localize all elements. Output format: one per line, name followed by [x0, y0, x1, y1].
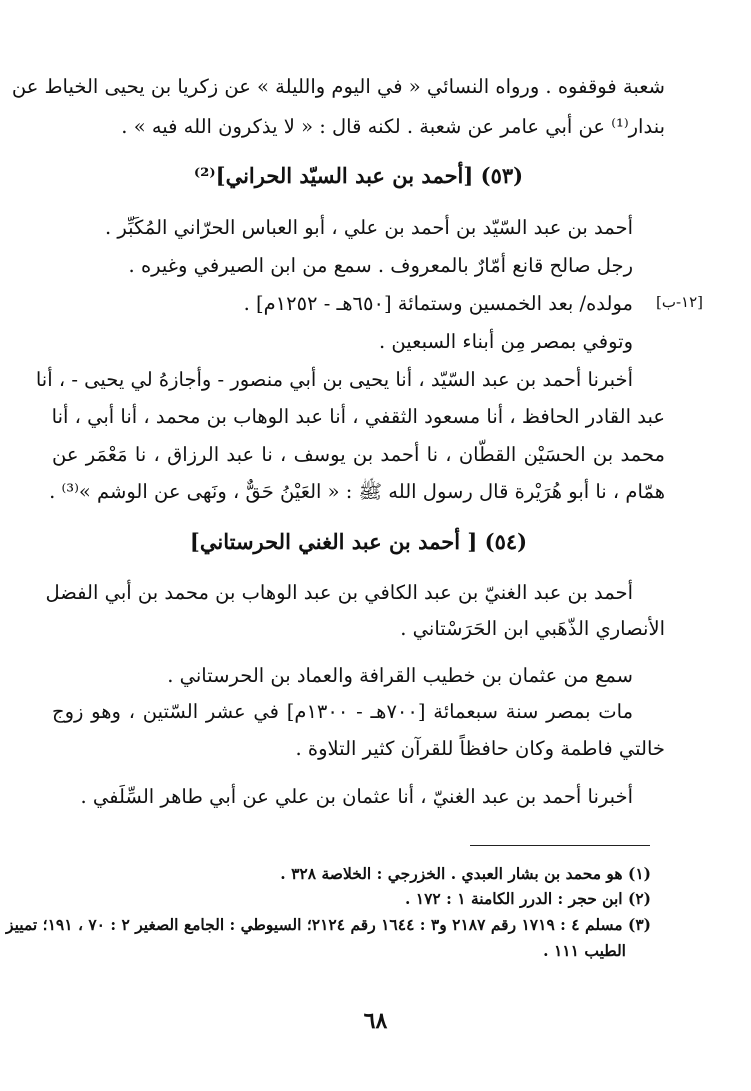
page-number: ٦٨: [363, 1008, 388, 1034]
manuscript-folio-marker: [١٢-ب]: [656, 293, 704, 311]
text-line: عبد القادر الحافظ ، أنا مسعود الثقفي ، أنا عبد الوهاب بن محمد ، أنا أبي ، أنا: [51, 405, 665, 428]
text-line: رجل صالح قانع أمّارٌ بالمعروف . سمع من ابن الصيرفي وغيره .: [128, 254, 633, 277]
footnote-3-continuation: الطيب ١١١ .: [543, 941, 626, 960]
entry-heading-53: (٥٣) [أحمد بن عبد السيّد الحراني]⁽²⁾: [193, 163, 524, 188]
text-line: أخبرنا أحمد بن عبد الغنيّ ، أنا عثمان بن علي عن أبي طاهر السِّلَفي .: [80, 785, 633, 808]
text-line: سمع من عثمان بن خطيب القرافة والعماد بن الحرستاني .: [167, 664, 633, 687]
footnote-3: (٣) مسلم ٤ : ١٧١٩ رقم ٢١٨٧ و٣ : ١٦٤٤ رقم ٢١٢٤؛ السيوطي : الجامع الصغير ٢ : ٧٠ ، ١٩١؛ تمييز: [6, 915, 651, 934]
footnote-2: (٢) ابن حجر : الدرر الكامنة ١ : ١٧٢ .: [404, 889, 651, 908]
text-line: أخبرنا أحمد بن عبد السّيّد ، أنا يحيى بن أبي منصور - وأجازهُ لي يحيى - ، أنا: [35, 368, 633, 391]
text-line: همّام ، نا أبو هُرَيْرة قال رسول الله ﷺ : « العَيْنُ حَقٌّ ، ونَهى عن الوشم »⁽³⁾ .: [49, 480, 665, 503]
text-line: أحمد بن عبد الغنيّ بن عبد الكافي بن عبد الوهاب بن محمد بن أبي الفضل: [45, 581, 633, 604]
text-line: خالتي فاطمة وكان حافظاً للقرآن كثير التلاوة .: [295, 737, 665, 760]
text-line: وتوفي بمصر مِن أبناء السبعين .: [379, 330, 633, 353]
text-line: بندار⁽¹⁾ عن أبي عامر عن شعبة . لكنه قال : « لا يذكرون الله فيه » .: [121, 115, 665, 138]
text-line: الأنصاري الذّهَبي ابن الحَرَسْتاني .: [400, 617, 665, 640]
entry-heading-54: (٥٤) [ أحمد بن عبد الغني الحرستاني]: [189, 529, 528, 554]
footnote-1: (١) هو محمد بن بشار العبدي . الخزرجي : الخلاصة ٣٢٨ .: [280, 864, 651, 883]
text-line: مولده/ بعد الخمسين وستمائة [٦٥٠هـ - ١٢٥٢م] .: [243, 292, 633, 315]
text-line: مات بمصر سنة سبعمائة [٧٠٠هـ - ١٣٠٠م] في عشر السّتين ، وهو زوج: [52, 700, 634, 723]
text-line: أحمد بن عبد السّيّد بن أحمد بن علي ، أبو العباس الحرّاني المُكَبِّر .: [105, 216, 633, 239]
text-line: محمد بن الحسَيْن القطّان ، نا أحمد بن يوسف ، نا عبد الرزاق ، نا مَعْمَر عن: [52, 443, 665, 466]
text-line: شعبة فوقفوه . ورواه النسائي « في اليوم والليلة » عن زكريا بن يحيى الخياط عن: [11, 75, 665, 98]
footnote-separator: [470, 845, 650, 846]
